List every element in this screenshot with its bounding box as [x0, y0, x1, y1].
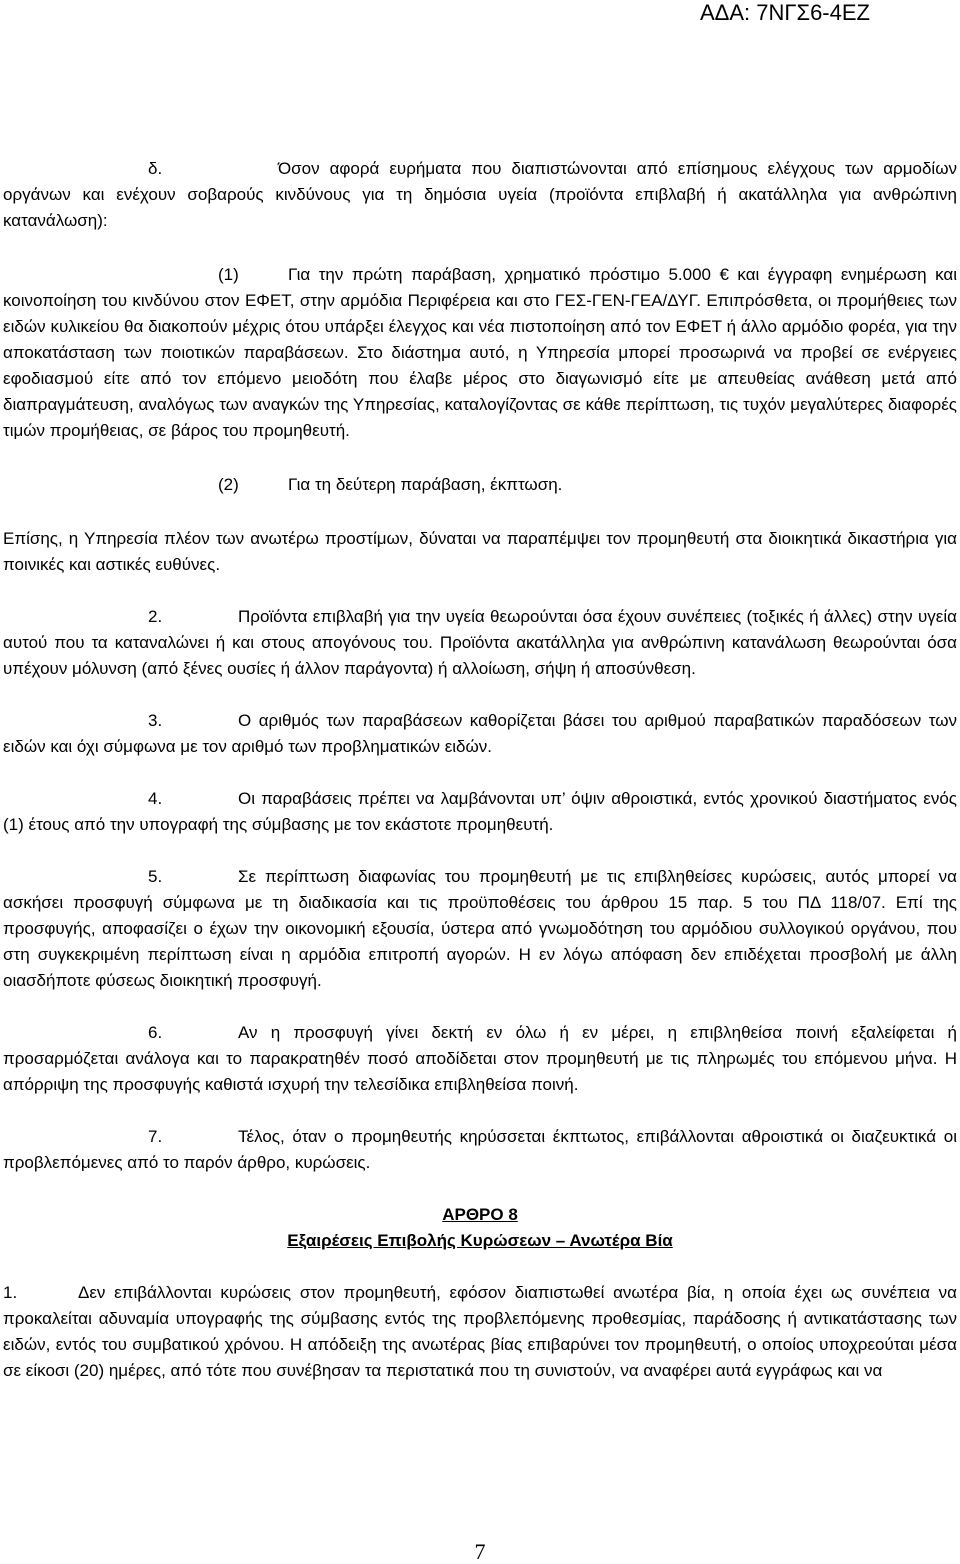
item-5-number: 5. — [148, 867, 163, 886]
item-6-text: Αν η προσφυγή γίνει δεκτή εν όλω ή εν μέρει, η επιβληθείσα ποινή εξαλείφεται ή προσαρμόζεται ανάλογα και το παρακρατηθέν ποσό αποδίδεται στον προμηθευτή με τις πληρωμές του επόμενου μήνα. Η απόρριψη της προσφυγής καθιστά ισχυρή την τελεσίδικα επιβληθείσα ποινή. — [3, 1023, 957, 1094]
item-7 — [3, 1124, 957, 1176]
item-5-text: Σε περίπτωση διαφωνίας του προμηθευτή με τις επιβληθείσες κυρώσεις, αυτός μπορεί να ασκήσει προσφυγή σύμφωνα με τη διαδικασία και τις προϋποθέσεις του άρθρου 15 παρ. 5 του ΠΔ 118/07. Επί της προσφυγής, αποφασίζει ο έχων την οικονομική εξουσία, ύστερα από γνωμοδότηση του αρμόδιου συλλογικού οργάνου, που στη συγκεκριμένη περίπτωση είναι η αρμόδια επιτροπή αγορών. Η εν λόγω απόφαση δεν επιδέχεται προσβολή με άλλη οιασδήποτε φύσεως διοικητική προσφυγή. — [3, 867, 957, 990]
item-5 — [3, 864, 957, 994]
item-6-number: 6. — [148, 1023, 163, 1042]
item-4-text: Οι παραβάσεις πρέπει να λαμβάνονται υπ’ όψιν αθροιστικά, εντός χρονικού διαστήματος ενός (1) έτους από την υπογραφή της σύμβασης με τον εκάστοτε προμηθευτή. — [3, 789, 957, 834]
penalty-1-number: (1) — [218, 265, 239, 284]
item-6 — [3, 1020, 957, 1098]
item-2-number: 2. — [148, 607, 163, 626]
article-item-1-text: Δεν επιβάλλονται κυρώσεις στον προμηθευτή, εφόσον διαπιστωθεί ανωτέρα βία, η οποία έχει ως συνέπεια να προκαλείται αδυναμία υπογραφής της σύμβασης εντός της προβλεπόμενης προθεσμίας, παράδοσης ή αντικατάστασης των ειδών, εντός του συμβατικού χρόνου. Η απόδειξη της ανωτέρας βίας επιβαρύνει τον προμηθευτή, ο οποίος υποχρεούται μέσα σε είκοσι (20) ημέρες, από τότε που συνέβησαν τα περιστατικά που τη συνιστούν, να αναφέρει αυτά εγγράφως και να — [3, 1283, 957, 1380]
page-number: 7 — [474, 1539, 486, 1564]
article-item-1 — [3, 1280, 957, 1384]
item-4 — [3, 786, 957, 838]
penalty-2-text: Για τη δεύτερη παράβαση, έκπτωση. — [288, 475, 563, 494]
item-7-text: Τέλος, όταν ο προμηθευτής κηρύσσεται έκπτωτος, επιβάλλονται αθροιστικά οι διαζευκτικά οι προβλεπόμενες από το παρόν άρθρο, κυρώσεις. — [3, 1127, 957, 1172]
article-item-1-number: 1. — [3, 1283, 18, 1302]
penalty-2 — [3, 472, 957, 498]
paragraph-also: Επίσης, η Υπηρεσία πλέον των ανωτέρω προστίμων, δύναται να παραπέμψει τον προμηθευτή στα διοικητικά δικαστήρια για ποινικές και αστικές ευθύνες. — [3, 529, 957, 574]
paragraph-d — [3, 156, 957, 234]
item-3-number: 3. — [148, 711, 163, 730]
penalty-1-text: Για την πρώτη παράβαση, χρηματικό πρόστιμο 5.000 € και έγγραφη ενημέρωση και κοινοποίηση του κινδύνου στον ΕΦΕΤ, στην αρμόδια Περιφέρεια και στο ΓΕΣ-ΓΕΝ-ΓΕΑ/ΔΥΓ. Επιπρόσθετα, οι προμήθειες των ειδών κυλικείου θα διακοπούν μέχρις ότου υπάρξει έλεγχος και νέα πιστοποίηση από τον ΕΦΕΤ ή άλλο αρμόδιο φορέα, για την αποκατάσταση των ποιοτικών παραβάσεων. Στο διάστημα αυτό, η Υπηρεσία μπορεί προσωρινά να προβεί σε ενέργειες εφοδιασμού είτε από τον επόμενο μειοδότη που έλαβε μέρος στο διαγωνισμό είτε με απευθείας ανάθεση μετά από διαπραγμάτευση, αναλόγως των αναγκών της Υπηρεσίας, καταλογίζοντας σε κάθε περίπτωση, τις τυχόν μεγαλύτερες διαφορές τιμών προμήθειας, σε βάρος του προμηθευτή. — [3, 265, 957, 440]
item-7-number: 7. — [148, 1127, 163, 1146]
paragraph-d-number: δ. — [148, 159, 163, 178]
article-subtitle: Εξαιρέσεις Επιβολής Κυρώσεων – Ανωτέρα Βία — [287, 1231, 673, 1250]
penalty-2-number: (2) — [218, 475, 239, 494]
item-2-text: Προϊόντα επιβλαβή για την υγεία θεωρούνται όσα έχουν συνέπειες (τοξικές ή άλλες) στην υγεία αυτού που τα καταναλώνει ή και στους απογόνους του. Προϊόντα ακατάλληλα για ανθρώπινη κατανάλωση θεωρούνται όσα υπέχουν μόλυνση (από ξένες ουσίες ή άλλον παράγοντα) ή αλλοίωση, σήψη ή αποσύνθεση. — [3, 607, 957, 678]
penalty-1 — [3, 262, 957, 444]
article-title: ΑΡΘΡΟ 8 — [442, 1205, 518, 1224]
ada-code: ΑΔΑ: 7ΝΓΣ6-4ΕΖ — [699, 0, 870, 25]
item-3 — [3, 708, 957, 760]
item-2 — [3, 604, 957, 682]
paragraph-d-text: Όσον αφορά ευρήματα που διαπιστώνονται από επίσημους ελέγχους των αρμοδίων οργάνων και ενέχουν σοβαρούς κινδύνους για τη δημόσια υγεία (προϊόντα επιβλαβή ή ακατάλληλα για ανθρώπινη κατανάλωση): — [3, 159, 957, 230]
item-4-number: 4. — [148, 789, 163, 808]
document-body — [3, 156, 957, 1384]
item-3-text: Ο αριθμός των παραβάσεων καθορίζεται βάσει του αριθμού παραβατικών παραδόσεων των ειδών και όχι σύμφωνα με τον αριθμό των προβληματικών ειδών. — [3, 711, 957, 756]
